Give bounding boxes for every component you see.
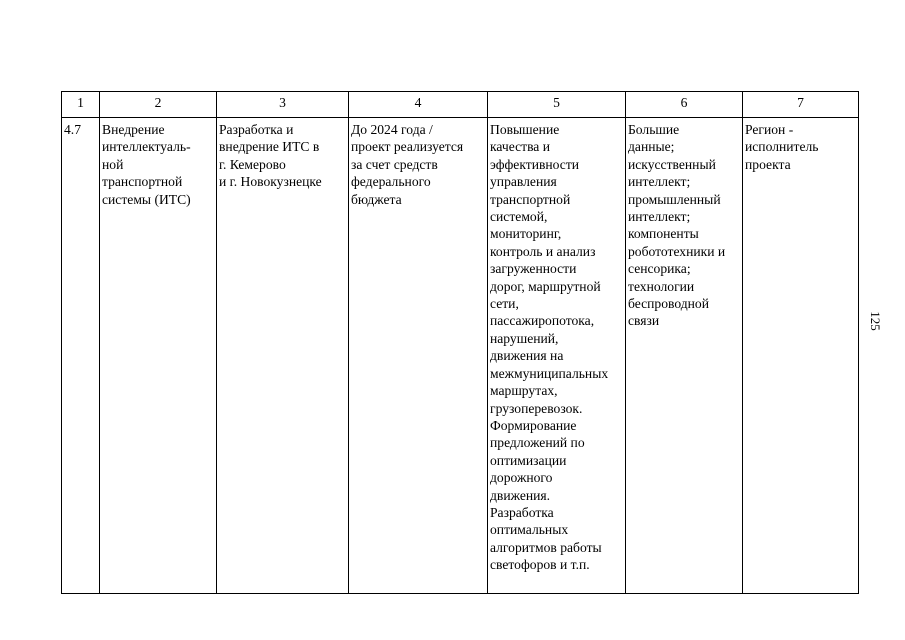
header-cell: 6	[626, 92, 743, 118]
project-name: Внедрение интеллектуаль- ной транспортной системы (ИТС)	[100, 118, 217, 594]
header-cell: 3	[217, 92, 349, 118]
header-cell: 5	[488, 92, 626, 118]
table-row	[62, 118, 859, 594]
header-row	[62, 92, 859, 118]
project-effect: Повышение качества и эффективности управления транспортной системой, мониторинг, контроль и анализ загруженности дорог, маршрутной сети, пассажиропотока, нарушений, движения на межмуниципальных маршрутах, грузоперевозок. Формирование предложений по оптимизации дорожного движения. Разработка оптимальных алгоритмов работы светофоров и т.п.	[488, 118, 626, 594]
page-number: 125	[868, 311, 883, 331]
header-cell: 7	[743, 92, 859, 118]
project-technologies: Большие данные; искусственный интеллект; промышленный интеллект; компоненты робототехники и сенсорика; технологии беспроводной связи	[626, 118, 743, 594]
row-number: 4.7	[62, 118, 100, 594]
project-description: Разработка и внедрение ИТС в г. Кемерово и г. Новокузнецке	[217, 118, 349, 594]
project-executor: Регион - исполнитель проекта	[743, 118, 859, 594]
header-cell: 2	[100, 92, 217, 118]
header-cell: 1	[62, 92, 100, 118]
project-table	[61, 91, 859, 594]
header-cell: 4	[349, 92, 488, 118]
project-funding: До 2024 года / проект реализуется за счет средств федерального бюджета	[349, 118, 488, 594]
